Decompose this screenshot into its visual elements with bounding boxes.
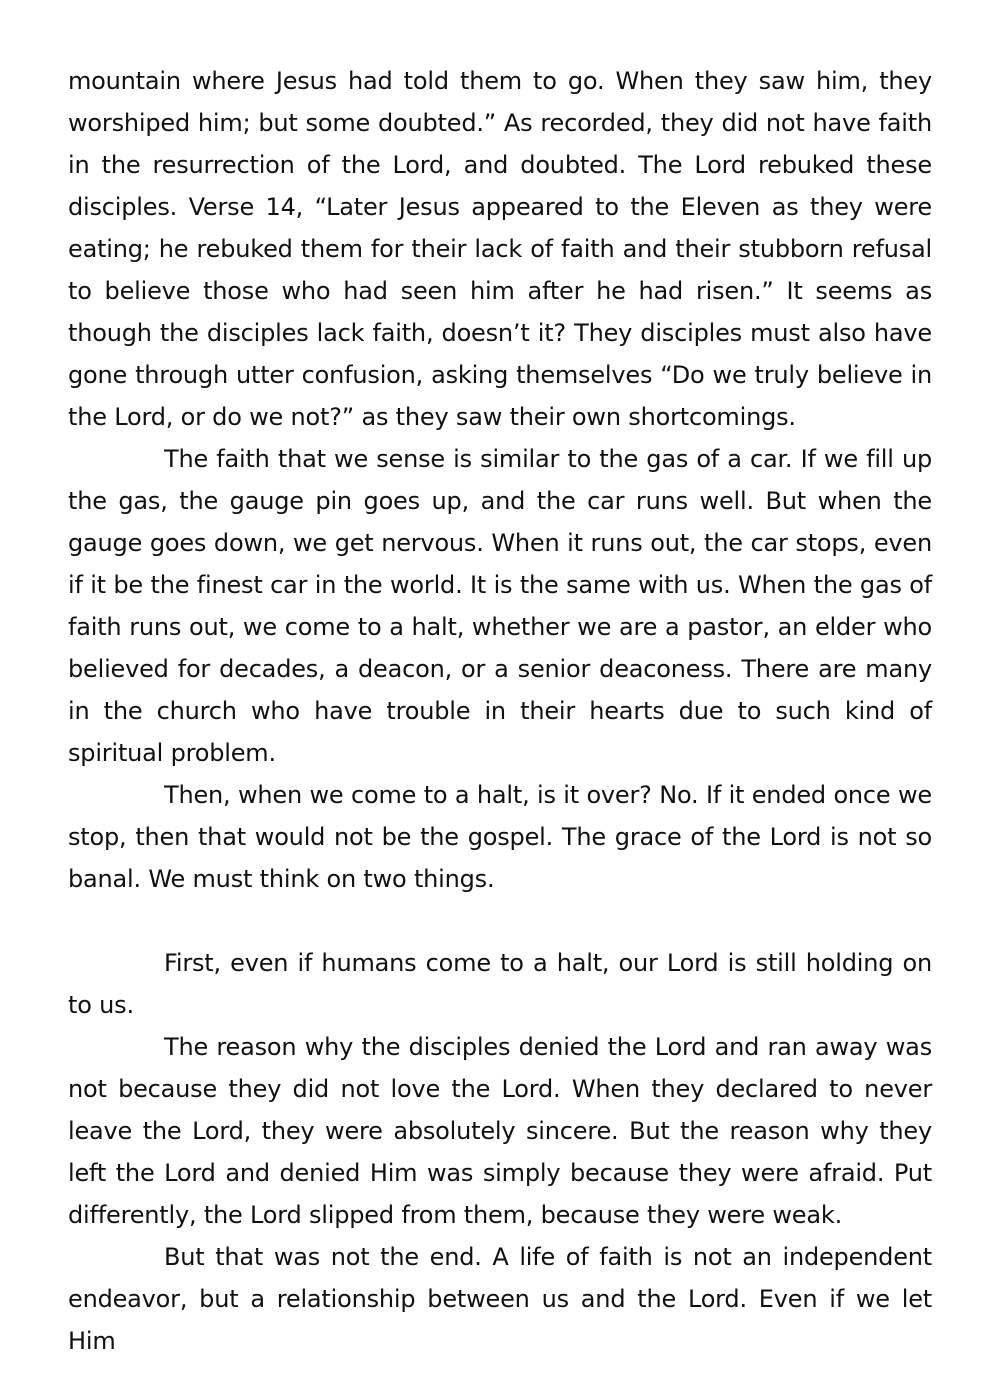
paragraph-faith-gas: The faith that we sense is similar to the gas of a car. If we fill up the gas, the gauge pin goes up, and the car runs well. But when the gauge goes down, we get nervous. When it runs out, the car stops, even if it be the finest car in the world. It is the same with us. When the gas of faith runs out, we come to a halt, whether we are a pastor, an elder who believed for decades, a deacon, or a senior deaconess. There are many in the church who have trouble in their hearts due to such kind of spiritual problem. (68, 445, 932, 767)
paragraph-first-point: First, even if humans come to a halt, our Lord is still holding on to us. (68, 949, 932, 1019)
blank-line (68, 900, 932, 942)
document-page (68, 60, 932, 1362)
paragraph-disciples-reason: The reason why the disciples denied the Lord and ran away was not because they did not love the Lord. When they declared to never leave the Lord, they were absolutely sincere. But the reason why they left the Lord and denied Him was simply because they were afraid. Put differently, the Lord slipped from them, because they were weak. (68, 1033, 932, 1229)
paragraph-halt: Then, when we come to a halt, is it over? No. If it ended once we stop, then that would not be the gospel. The grace of the Lord is not so banal. We must think on two things. (68, 781, 932, 893)
paragraph-continued: mountain where Jesus had told them to go. When they saw him, they worshiped him; but some doubted.” As recorded, they did not have faith in the resurrection of the Lord, and doubted. The Lord rebuked these disciples. Verse 14, “Later Jesus appeared to the Eleven as they were eating; he rebuked them for their lack of faith and their stubborn refusal to believe those who had seen him after he had risen.” It seems as though the disciples lack faith, doesn’t it? They disciples must also have gone through utter confusion, asking themselves “Do we truly believe in the Lord, or do we not?” as they saw their own shortcomings. (68, 67, 932, 431)
paragraph-not-the-end: But that was not the end. A life of faith is not an independent endeavor, but a relationship between us and the Lord. Even if we let Him (68, 1243, 932, 1355)
